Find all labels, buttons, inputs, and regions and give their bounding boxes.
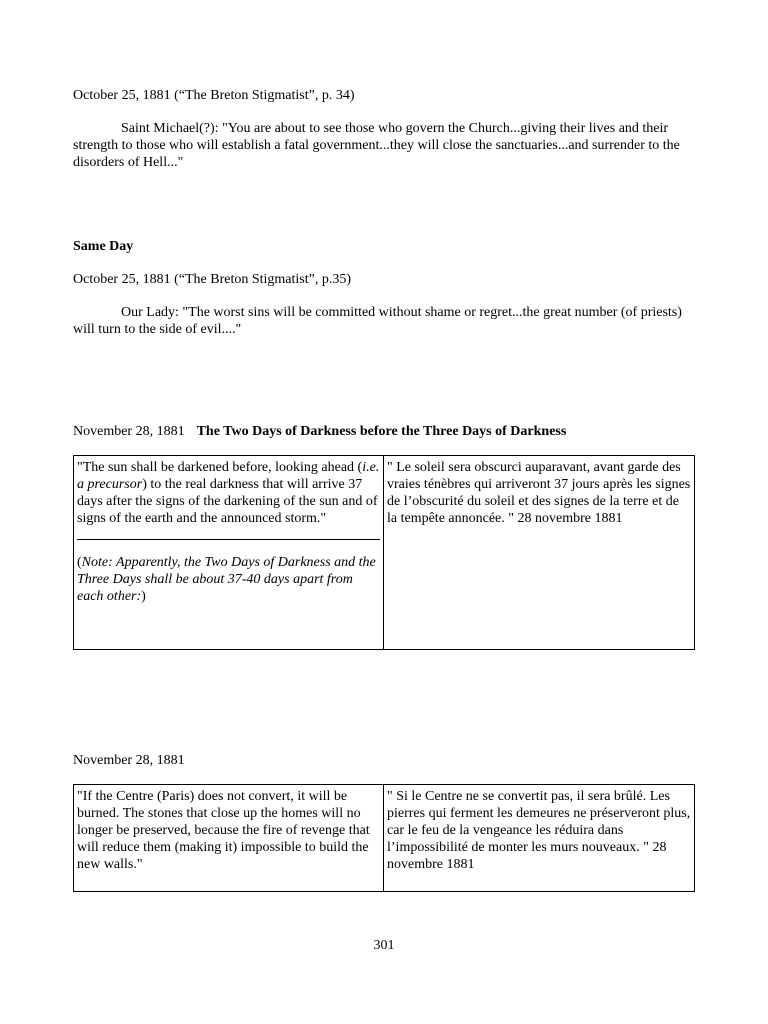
section3-title: The Two Days of Darkness before the Three Days of Darkness — [196, 424, 567, 439]
section1-quote — [73, 120, 693, 171]
note-text: Note: Apparently, the Two Days of Darkness and the Three Days shall be about 37-40 days apart from each other: — [77, 555, 376, 604]
english-text-part2: ) to the real darkness that will arrive 37 days after the signs of the darkening of the sun and of signs of the earth and the announced storm." — [77, 477, 378, 526]
page-number: 301 — [373, 938, 395, 953]
section2-date-reference: October 25, 1881 (“The Breton Stigmatist”, p.35) — [73, 272, 351, 287]
note-close: ) — [141, 589, 146, 604]
section2-quote — [73, 304, 693, 338]
french-quote-cell: " Le soleil sera obscurci auparavant, avant garde des vraies ténèbres qui arriveront 37 jours après les signes de l’obscurité du soleil et des signes de la terre et de la tempête annoncée. " 28 novembre 1881 — [384, 456, 695, 650]
note-open: ( — [77, 555, 82, 570]
table-row — [74, 785, 695, 892]
section1-quote-text: Saint Michael(?): "You are about to see those who govern the Church...giving their lives and their strength to those who will establish a fatal government...they will close the sanctuaries...and surrender to the disorders of Hell..." — [73, 121, 680, 170]
section4-date: November 28, 1881 — [73, 753, 185, 768]
section4-quote-table — [73, 784, 695, 892]
english-text-part1: "The sun shall be darkened before, looking ahead ( — [77, 460, 363, 475]
section2-quote-text: Our Lady: "The worst sins will be committed without shame or regret...the great number (of priests) will turn to the side of evil...." — [73, 305, 682, 337]
english-text-italic: i.e. a precursor — [77, 460, 380, 492]
english-quote-cell: "If the Centre (Paris) does not convert, it will be burned. The stones that close up the homes will no longer be preserved, because the fire of revenge that will reduce them (making it) impossible to build the new walls." — [74, 785, 384, 892]
section3-quote-table — [73, 455, 695, 650]
section3-date: November 28, 1881 — [73, 424, 185, 439]
english-quote-cell — [74, 456, 384, 650]
section1-date-reference: October 25, 1881 (“The Breton Stigmatist”, p. 34) — [73, 88, 355, 103]
section2-heading: Same Day — [73, 239, 134, 254]
divider — [77, 539, 380, 540]
section3-heading — [73, 423, 566, 440]
table-row — [74, 456, 695, 650]
french-quote-cell: " Si le Centre ne se convertit pas, il sera brûlé. Les pierres qui ferment les demeures ne préserveront plus, car le feu de la vengeance les réduira dans l’impossibilité de monter les murs nouveaux. " 28 novembre 1881 — [384, 785, 695, 892]
